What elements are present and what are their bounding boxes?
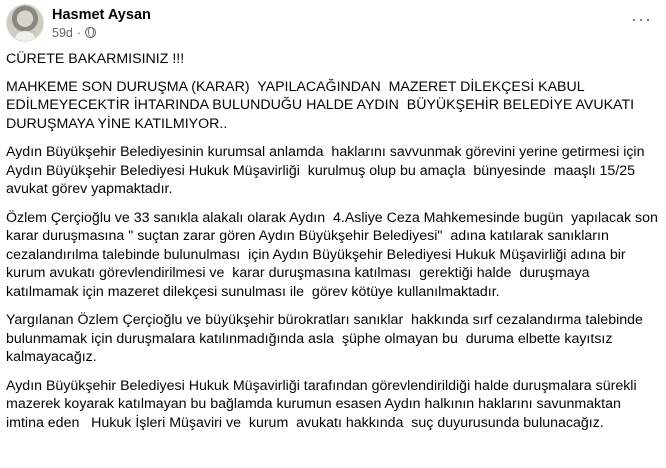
- post-paragraph-2: MAHKEME SON DURUŞMA (KARAR) YAPILACAĞINDAN MAZERET DİLEKÇESİ KABUL EDİLMEYECEKTİR İHTARINDA BULUNDUĞU HALDE AYDIN BÜYÜKŞEHİR BELEDİYE AVUKATI DURUŞMAYA YİNE KATILMIYOR..: [6, 78, 639, 132]
- author-name[interactable]: Hasmet Aysan: [52, 6, 151, 23]
- post-subline: [52, 25, 151, 41]
- post-meta: [52, 6, 151, 41]
- post-paragraph-4: Özlem Çerçioğlu ve 33 sanıkla alakalı olarak Aydın 4.Asliye Ceza Mahkemesinde bugün yapılacak son karar duruşmasına " suçtan zarar gören Aydın Büyükşehir Belediyesi" adına katılarak sanıkların cezalandırılma talebinde bulunulması için Aydın Büyükşehir Belediyesi Hukuk Müşavirliği adına bir kurum avukatı görevlendirilmesi ve karar duruşmasına katılması gerektiği halde duruşmaya katılmamak için mazeret dilekçesi sunulması ile görev kötüye kullanılmaktadır.: [6, 209, 666, 300]
- post-paragraph-6: Aydın Büyükşehir Belediyesi Hukuk Müşavirliği tarafından görevlendirildiği halde duruşmalara sürekli mazerek koyarak katılmayan bu bağlamda kurumun esasen Aydın halkının haklarını savunmaktan imtina eden Hukuk İşleri Müşaviri ve kurum avukatı hakkında suç duyurusunda bulunacağız.: [6, 377, 641, 431]
- avatar[interactable]: [6, 4, 44, 42]
- separator-dot: ·: [76, 25, 82, 40]
- post-body: [6, 50, 666, 432]
- post-paragraph-1: CÜRETE BAKARMISINIZ !!!: [6, 51, 185, 67]
- post-header: [6, 4, 151, 42]
- post-paragraph-3: Aydın Büyükşehir Belediyesinin kurumsal anlamda haklarını savvunmak görevini yerine getirmesi için Aydın Büyükşehir Belediyesi Hukuk Müşavirliği kurulmuş olup bu amaçla bünyesinde maaşlı 15/25 avukat görev yapmaktadır.: [6, 144, 648, 197]
- more-options-icon[interactable]: ···: [631, 9, 652, 29]
- globe-icon[interactable]: [85, 27, 96, 38]
- post-paragraph-5: Yargılanan Özlem Çerçioğlu ve büyükşehir bürokratları sanıklar hakkında sırf cezalandırma talebinde bulunmamak için duruşmalara katılınmadığında asla şüphe olmayan bu duruma elbette kayıtsız kalmayacağız.: [6, 312, 647, 365]
- post-time[interactable]: 59d: [52, 25, 73, 40]
